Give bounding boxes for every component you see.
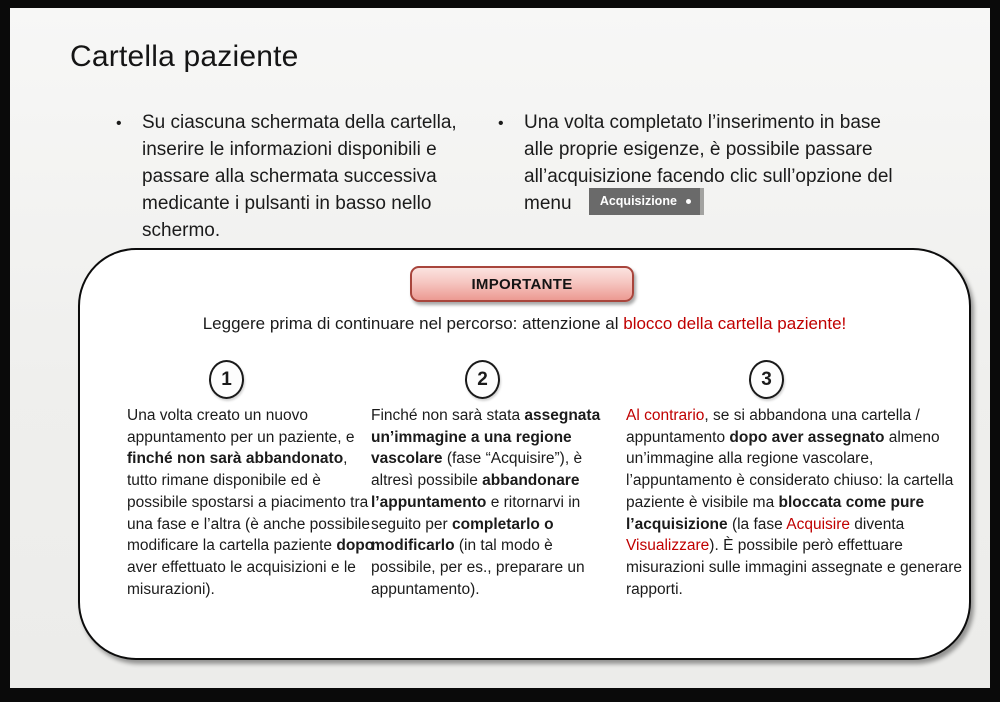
step-number-1: 1 [221, 368, 232, 390]
step-circle-1 [209, 360, 244, 399]
bullet-text-right-body: Una volta completato l’inserimento in base alle proprie esigenze, è possibile passare all’acquisizione facendo clic sull’opzione del menu [524, 112, 893, 214]
bullet-text-right [524, 109, 908, 217]
bullet-text-left: Su ciascuna schermata della cartella, inserire le informazioni disponibili e passare alla schermata successiva medicante i pulsanti in basso nello schermo. [142, 112, 457, 241]
step-number-2: 2 [477, 368, 488, 390]
step-text-1: Una volta creato un nuovo appuntamento per un paziente, e finché non sarà abbandonato, tutto rimane disponibile ed è possibile spostarsi a piacimento tra una fase e l’altra (è anche possibile modificare la cartella paziente dopo aver effettuato le acquisizioni e le misurazioni). [127, 407, 375, 598]
step-text-2: Finché non sarà stata assegnata un’immagine a una regione vascolare (fase “Acquisire”), è altresì possibile abbandonare l’appuntamento e ritornarvi in seguito per completarlo o modificarlo (in tal modo è possibile, per es., preparare un appuntamento). [371, 407, 601, 598]
important-badge-label: IMPORTANTE [471, 275, 573, 293]
bullet-item-left [116, 109, 488, 244]
menu-dot-icon [686, 199, 691, 204]
acquisizione-menu-button-label: Acquisizione [599, 194, 677, 209]
step-text-3: Al contrario, se si abbandona una cartella / appuntamento dopo aver assegnato almeno un’immagine alla regione vascolare, l’appuntamento è considerato chiuso: la cartella paziente è visibile ma bloccata come pure l’acquisizione (la fase Acquisire diventa Visualizzare). È possibile però effettuare misurazioni sulle immagini assegnate e generare rapporti. [626, 407, 963, 598]
warning-text: Leggere prima di continuare nel percorso: attenzione al blocco della cartella paziente! [202, 314, 847, 333]
step-number-3: 3 [761, 368, 772, 390]
important-panel [78, 248, 971, 660]
bullet-marker: • [116, 115, 122, 132]
step-circle-2 [465, 360, 500, 399]
step-circle-3 [749, 360, 784, 399]
bullet-item-right [498, 109, 908, 217]
slide [10, 8, 990, 688]
page-title: Cartella paziente [70, 40, 299, 73]
bullet-marker: • [498, 115, 504, 132]
acquisizione-menu-button[interactable] [589, 188, 704, 215]
important-badge [410, 266, 634, 302]
